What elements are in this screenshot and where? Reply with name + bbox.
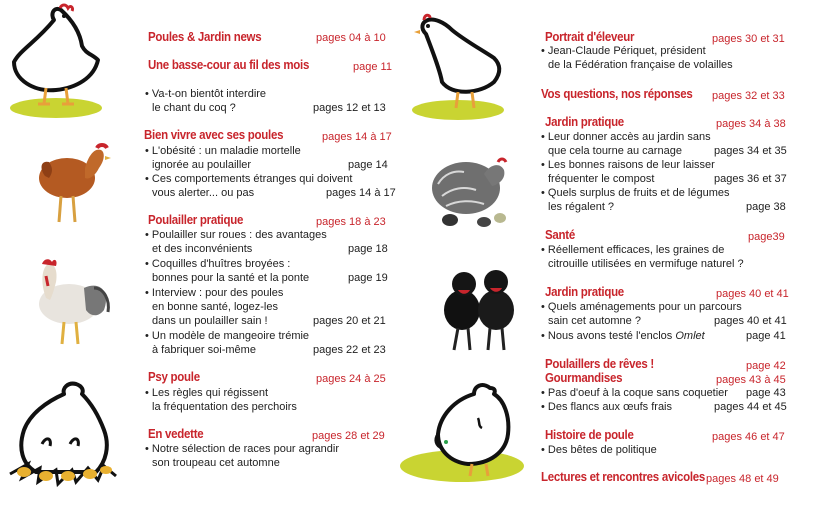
section-pages: pages 24 à 25: [316, 373, 386, 385]
section-title-poulailler-pratique: Poulailler pratique: [148, 213, 244, 227]
toc-entry-pages: pages 12 et 13: [313, 102, 386, 114]
toc-entry-line: • Va-t-on bientôt interdire: [145, 88, 267, 100]
toc-entry-line: son troupeau cet automne: [152, 457, 280, 469]
section-pages: pages 32 et 33: [712, 90, 785, 102]
section-title-gourmandises: Gourmandises: [545, 371, 623, 385]
toc-entry-line: la fréquentation des perchoirs: [152, 401, 297, 413]
section-title-histoire: Histoire de poule: [545, 428, 634, 442]
section-pages: pages 04 à 10: [316, 32, 386, 44]
toc-entry-line: en bonne santé, logez-les: [152, 301, 278, 313]
section-title-jardin-pratique: Jardin pratique: [545, 285, 624, 299]
brand-name: Omlet: [675, 330, 705, 342]
toc-entry-line: • Un modèle de mangeoire trémie: [145, 330, 310, 342]
toc-entry-text: • Nous avons testé l'enclos: [541, 330, 673, 342]
toc-entry-line: les régalent ?: [548, 201, 615, 213]
toc-entry-line: dans un poulailler sain !: [152, 315, 268, 327]
toc-entry-pages: pages 20 et 21: [313, 315, 386, 327]
toc-entry-line: le chant du coq ?: [152, 102, 236, 114]
toc-entry-pages: page 14: [348, 159, 388, 171]
section-title-jardin-pratique: Jardin pratique: [545, 115, 624, 129]
toc-entry-line: • Coquilles d'huîtres broyées :: [145, 258, 291, 270]
toc-entry-line: que cela tourne au carnage: [548, 145, 682, 157]
section-pages: pages 14 à 17: [322, 131, 392, 143]
toc-entry-pages: pages 34 et 35: [714, 145, 787, 157]
toc-entry-line: citrouille utilisées en vermifuge naturel ?: [548, 258, 744, 270]
cartoon-hen-on-eggs-icon: [6, 378, 118, 490]
section-title-bien-vivre: Bien vivre avec ses poules: [144, 128, 284, 142]
section-title-poules-news: Poules & Jardin news: [148, 30, 262, 44]
toc-entry-pages: page 43: [746, 387, 786, 399]
toc-entry-line: • Quels surplus de fruits et de légumes: [541, 187, 730, 199]
toc-entry-pages: page 19: [348, 272, 388, 284]
toc-entry-line: • L'obésité : un maladie mortelle: [145, 145, 301, 157]
brown-hen-photo: [35, 138, 115, 228]
speckled-hen-with-chicks-photo: [424, 144, 524, 234]
toc-entry-pages: pages 22 et 23: [313, 344, 386, 356]
section-title-lectures: Lectures et rencontres avicoles: [541, 470, 706, 484]
section-pages: pages 18 à 23: [316, 216, 386, 228]
rooster-photo: [24, 258, 114, 348]
toc-entry-line: • Réellement efficaces, les graines de: [541, 244, 725, 256]
toc-entry-line: fréquenter le compost: [548, 173, 655, 185]
section-title-portrait: Portrait d'éleveur: [545, 30, 635, 44]
toc-entry-line: • Des flancs aux œufs frais: [541, 401, 673, 413]
toc-entry-pages: pages 40 et 41: [714, 315, 787, 327]
toc-entry-line: • Les bonnes raisons de leur laisser: [541, 159, 715, 171]
section-pages: pages 46 et 47: [712, 431, 785, 443]
toc-entry-pages: pages 44 et 45: [714, 401, 787, 413]
toc-entry-line: vous alerter... ou pas: [152, 187, 255, 199]
section-pages: pages 48 et 49: [706, 473, 779, 485]
toc-entry-line: • Jean-Claude Périquet, président: [541, 45, 706, 57]
toc-entry-line: • Ces comportements étranges qui doivent: [145, 173, 353, 185]
section-pages: page39: [748, 231, 785, 243]
toc-entry-line: • Leur donner accès au jardin sans: [541, 131, 711, 143]
section-pages: page 42: [746, 360, 786, 372]
section-pages: pages 30 et 31: [712, 33, 785, 45]
cartoon-hen-icon: [6, 2, 106, 122]
toc-entry-line: [541, 330, 705, 343]
toc-entry-pages: page 38: [746, 201, 786, 213]
section-pages: page 11: [353, 61, 392, 73]
section-title-basse-cour: Une basse-cour au fil des mois: [148, 58, 310, 72]
toc-entry-line: • Interview : pour des poules: [145, 287, 284, 299]
toc-entry-line: • Pas d'oeuf à la coque sans coquetier: [541, 387, 728, 399]
toc-entry-line: • Quels aménagements pour un parcours: [541, 301, 742, 313]
toc-entry-line: et des inconvénients: [152, 243, 253, 255]
section-title-questions: Vos questions, nos réponses: [541, 87, 693, 101]
toc-entry-line: • Des bêtes de politique: [541, 444, 657, 456]
section-title-poulaillers-reves: Poulaillers de rêves !: [545, 357, 654, 371]
toc-entry-line: sain cet automne ?: [548, 315, 641, 327]
toc-entry-line: de la Fédération française de volailles: [548, 59, 733, 71]
toc-entry-pages: page 41: [746, 330, 786, 342]
section-pages: pages 28 et 29: [312, 430, 385, 442]
section-pages: pages 43 à 45: [716, 374, 786, 386]
toc-entry-line: • Poulailler sur roues : des avantages: [145, 229, 327, 241]
toc-entry-line: à fabriquer soi-même: [152, 344, 256, 356]
section-pages: pages 40 et 41: [716, 288, 789, 300]
toc-entry-pages: page 18: [348, 243, 388, 255]
toc-entry-line: • Notre sélection de races pour agrandir: [145, 443, 340, 455]
section-title-psy-poule: Psy poule: [148, 370, 200, 384]
toc-entry-pages: pages 14 à 17: [326, 187, 396, 199]
section-title-sante: Santé: [545, 228, 575, 242]
black-silkie-hens-photo: [440, 266, 520, 354]
cartoon-hen-eating-icon: [394, 376, 524, 486]
section-title-en-vedette: En vedette: [148, 427, 204, 441]
cartoon-hen-pecking-icon: [402, 10, 522, 122]
toc-entry-line: ignorée au poulailler: [152, 159, 252, 171]
toc-entry-line: bonnes pour la santé et la ponte: [152, 272, 310, 284]
toc-entry-pages: pages 36 et 37: [714, 173, 787, 185]
toc-entry-line: • Les règles qui régissent: [145, 387, 269, 399]
section-pages: pages 34 à 38: [716, 118, 786, 130]
